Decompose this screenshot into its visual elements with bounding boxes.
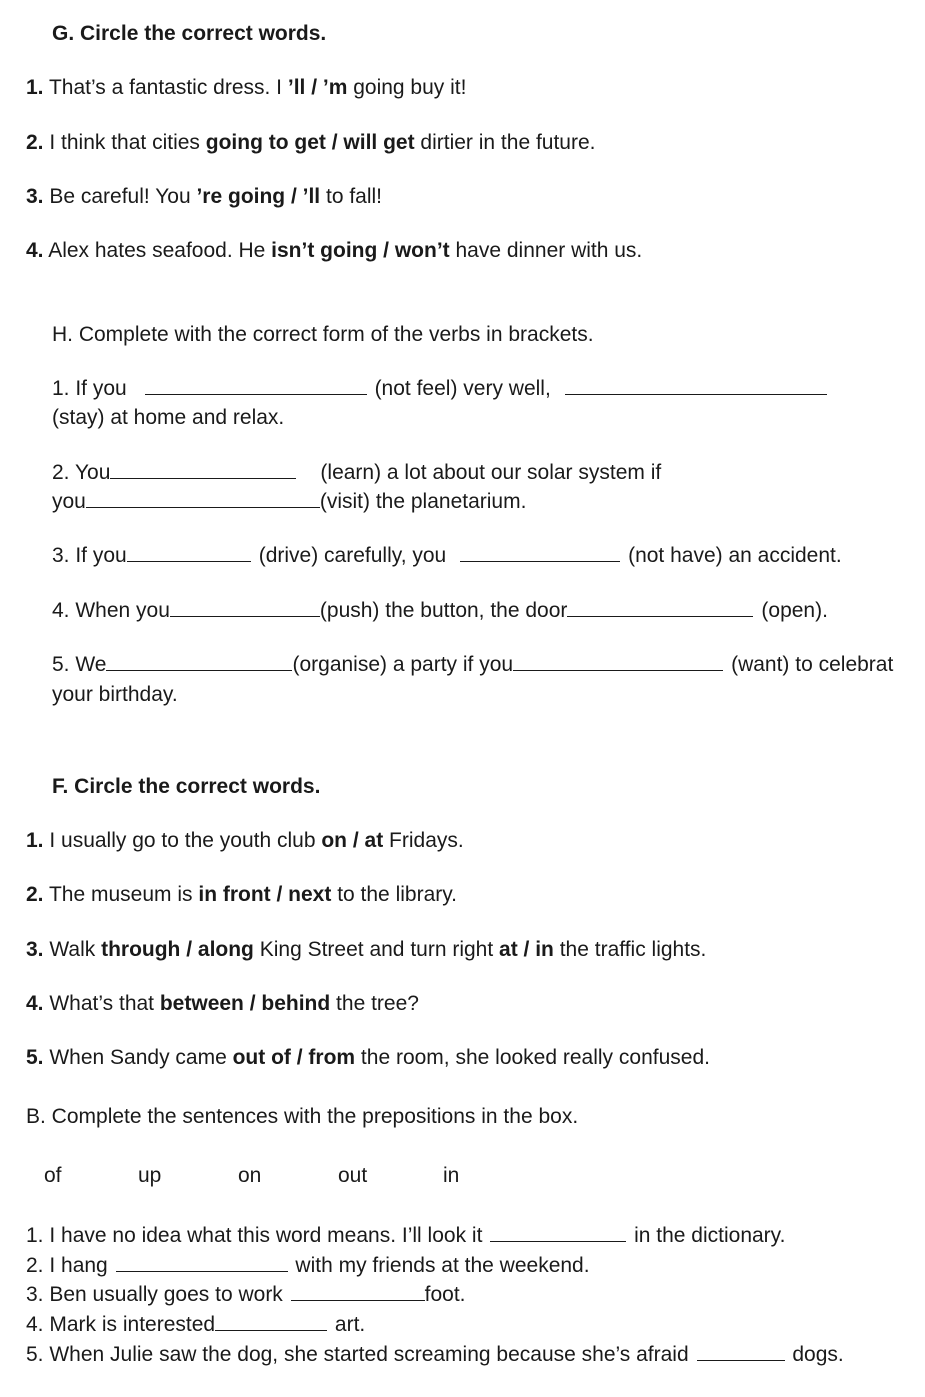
item-text: What’s that (43, 992, 160, 1015)
q-text: (not have) an accident. (628, 544, 842, 567)
q-text: 4. When you (52, 599, 170, 622)
section-f-item-3 (26, 937, 706, 963)
section-h-q5-line2: your birthday. (52, 683, 178, 706)
answer-options[interactable]: at / in (499, 938, 554, 961)
q-text: (learn) a lot about our solar system if (320, 461, 662, 484)
item-text: the room, she looked really confused. (355, 1046, 710, 1069)
item-text: going buy it! (347, 76, 467, 99)
answer-options[interactable]: going to get / will get (205, 131, 415, 154)
section-b-heading: B. Complete the sentences with the prepositions in the box. (26, 1105, 579, 1128)
item-text: When Sandy came (43, 1046, 233, 1069)
answer-blank[interactable] (565, 376, 827, 395)
answer-blank[interactable] (127, 543, 251, 562)
item-number: 1. (26, 76, 44, 99)
item-number: 4. (26, 239, 44, 262)
item-text: That’s a fantastic dress. I (43, 76, 288, 99)
answer-options[interactable]: between / behind (159, 992, 331, 1015)
item-text: to fall! (320, 185, 383, 208)
answer-options[interactable]: out of / from (232, 1046, 356, 1069)
section-g-heading: G. Circle the correct words. (52, 22, 327, 45)
answer-blank[interactable] (106, 652, 292, 671)
q-text: 3. If you (52, 544, 127, 567)
section-g-item-3 (26, 184, 382, 210)
answer-blank[interactable] (170, 598, 320, 617)
q-text: (not feel) very well, (374, 377, 551, 400)
answer-blank[interactable] (460, 543, 620, 562)
answer-blank[interactable] (567, 598, 753, 617)
s-text: 1. I have no idea what this word means. I’ll look it (26, 1224, 483, 1247)
s-text: 2. I hang (26, 1254, 108, 1277)
section-f-item-5 (26, 1045, 710, 1071)
answer-blank[interactable] (86, 489, 320, 508)
q-text: (push) the button, the door (319, 599, 568, 622)
item-number: 2. (26, 131, 44, 154)
answer-options[interactable]: through / along (101, 938, 254, 961)
section-f-item-1 (26, 828, 464, 854)
box-word: out (338, 1164, 368, 1187)
q-text: 1. If you (52, 377, 127, 400)
item-text: Be careful! You (43, 185, 197, 208)
item-text: the traffic lights. (553, 938, 707, 961)
answer-options[interactable]: ’ll / ’m (287, 76, 348, 99)
s-text: foot. (424, 1283, 466, 1306)
box-word: on (238, 1164, 262, 1187)
s-text: art. (334, 1313, 366, 1336)
q-text: (want) to celebrat (731, 653, 894, 676)
section-g-item-1 (26, 75, 466, 101)
item-number: 3. (26, 938, 44, 961)
section-b-sentence-2 (26, 1253, 590, 1279)
section-f-item-2 (26, 882, 457, 908)
section-g-item-2 (26, 130, 596, 156)
answer-options[interactable]: ’re going / ’ll (196, 185, 321, 208)
section-f-item-4 (26, 991, 419, 1017)
s-text: dogs. (792, 1343, 844, 1366)
answer-blank[interactable] (145, 376, 367, 395)
q-text: 5. We (52, 653, 107, 676)
q-text: (organise) a party if you (292, 653, 514, 676)
item-text: Alex hates seafood. He (43, 239, 272, 262)
answer-options[interactable]: on / at (321, 829, 384, 852)
section-h-q2-line1 (52, 460, 661, 486)
answer-blank[interactable] (490, 1223, 626, 1242)
answer-blank[interactable] (291, 1282, 425, 1301)
answer-blank[interactable] (215, 1312, 327, 1331)
section-h-q3 (52, 543, 842, 569)
s-text: 3. Ben usually goes to work (26, 1283, 283, 1306)
section-h-q1-line2: (stay) at home and relax. (52, 406, 285, 429)
box-word: of (44, 1164, 62, 1187)
item-number: 3. (26, 185, 44, 208)
item-number: 5. (26, 1046, 44, 1069)
item-text: Walk (43, 938, 102, 961)
answer-options[interactable]: isn’t going / won’t (271, 239, 450, 262)
q-text: (open). (761, 599, 828, 622)
q-text: you (52, 490, 86, 513)
item-number: 2. (26, 883, 44, 906)
item-text: have dinner with us. (449, 239, 643, 262)
s-text: in the dictionary. (634, 1224, 786, 1247)
section-b-sentence-4 (26, 1312, 365, 1338)
box-word: up (138, 1164, 162, 1187)
answer-blank[interactable] (697, 1342, 785, 1361)
item-text: the tree? (330, 992, 419, 1015)
section-g-item-4 (26, 238, 642, 264)
preposition-box (0, 1163, 925, 1189)
answer-blank[interactable] (116, 1253, 288, 1272)
item-text: I think that cities (43, 131, 206, 154)
item-text: Fridays. (383, 829, 464, 852)
section-h-q1-line1 (52, 376, 827, 402)
item-number: 4. (26, 992, 44, 1015)
s-text: with my friends at the weekend. (295, 1254, 590, 1277)
s-text: 4. Mark is interested (26, 1313, 216, 1336)
section-b-sentence-1 (26, 1223, 785, 1249)
q-text: (drive) carefully, you (258, 544, 447, 567)
section-h-heading: H. Complete with the correct form of the verbs in brackets. (52, 323, 594, 346)
answer-blank[interactable] (513, 652, 723, 671)
answer-blank[interactable] (110, 460, 296, 479)
q-text: 2. You (52, 461, 111, 484)
section-h-q5-line1 (52, 652, 893, 678)
section-h-q4 (52, 598, 828, 624)
section-b-sentence-3 (26, 1282, 466, 1308)
box-word: in (443, 1164, 460, 1187)
item-number: 1. (26, 829, 44, 852)
item-text: The museum is (43, 883, 199, 906)
item-text: I usually go to the youth club (43, 829, 322, 852)
answer-options[interactable]: in front / next (198, 883, 332, 906)
section-b-sentence-5 (26, 1342, 844, 1368)
item-text: King Street and turn right (253, 938, 500, 961)
q-text: (visit) the planetarium. (319, 490, 527, 513)
item-text: dirtier in the future. (414, 131, 596, 154)
s-text: 5. When Julie saw the dog, she started screaming because she’s afraid (26, 1343, 689, 1366)
section-h-q2-line2 (52, 489, 526, 515)
item-text: to the library. (331, 883, 458, 906)
section-f-heading: F. Circle the correct words. (52, 775, 321, 798)
